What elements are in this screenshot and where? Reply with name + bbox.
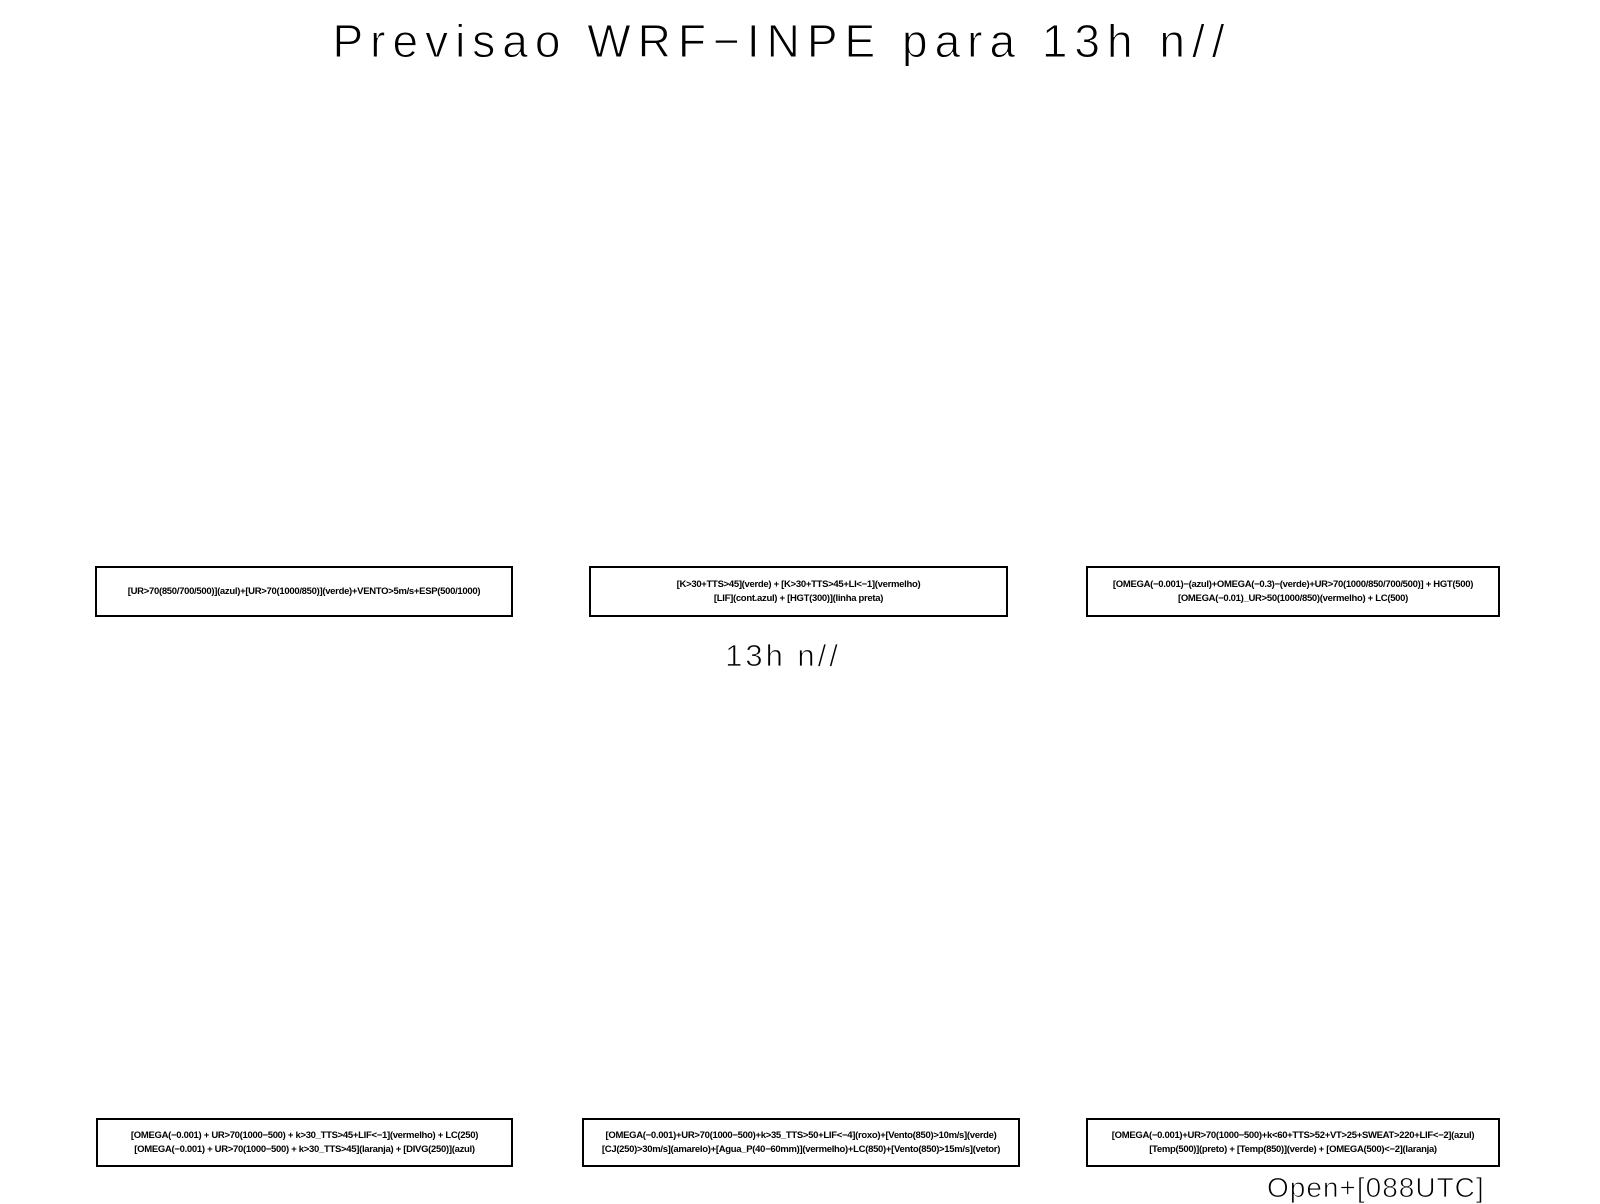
legend-line: [OMEGA(−0.001)+UR>70(1000−500)+k>35_TTS>50+LIF<−4](roxo)+[Vento(850)>10m/s](verde) <box>605 1129 997 1141</box>
panel-legend-top-middle <box>589 566 1008 617</box>
panel-legend-top-right <box>1086 566 1500 617</box>
panel-legend-top-left <box>95 566 513 617</box>
legend-line: [OMEGA(−0.01)_UR>50(1000/850)(vermelho) + LC(500) <box>1177 592 1409 604</box>
legend-line: [K>30+TTS>45](verde) + [K>30+TTS>45+LI<−1](vermelho) <box>676 578 921 590</box>
legend-line: [OMEGA(−0.001) + UR>70(1000−500) + k>30_TTS>45](laranja) + [DIVG(250)](azul) <box>134 1143 475 1155</box>
center-time-label: 13h n// <box>725 638 841 673</box>
figure-title: Previsao WRF−INPE para 13h n// <box>332 15 1232 67</box>
panel-legend-bottom-right <box>1086 1118 1500 1167</box>
panel-legend-bottom-left <box>96 1118 513 1167</box>
footer-timestamp-label: Open+[088UTC] <box>1267 1172 1485 1203</box>
legend-line: [OMEGA(−0.001)+UR>70(1000−500)+k<60+TTS>52+VT>25+SWEAT>220+LIF<−2](azul) <box>1111 1129 1475 1141</box>
legend-line: [UR>70(850/700/500)](azul)+[UR>70(1000/850)](verde)+VENTO>5m/s+ESP(500/1000) <box>127 585 481 597</box>
legend-line: [OMEGA(−0.001)−(azul)+OMEGA(−0.3)−(verde)+UR>70(1000/850/700/500)] + HGT(500) <box>1112 578 1474 590</box>
legend-line: [OMEGA(−0.001) + UR>70(1000−500) + k>30_TTS>45+LIF<−1](vermelho) + LC(250) <box>130 1129 479 1141</box>
legend-line: [CJ(250)>30m/s](amarelo)+[Agua_P(40−60mm)](vermelho)+LC(850)+[Vento(850)>15m/s](vetor) <box>601 1143 1001 1155</box>
legend-line: [LIF](cont.azul) + [HGT(300)](linha preta) <box>713 592 884 604</box>
legend-line: [Temp(500)](preto) + [Temp(850)](verde) + [OMEGA(500)<−2](laranja) <box>1149 1143 1437 1155</box>
panel-legend-bottom-middle <box>582 1118 1020 1167</box>
